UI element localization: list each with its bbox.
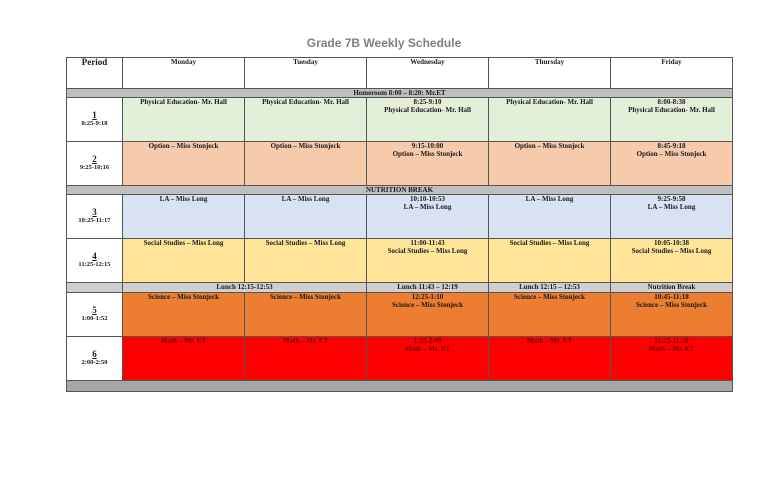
- period-cell: [67, 195, 123, 239]
- period-cell: [67, 142, 123, 186]
- period-row-6: [67, 337, 733, 381]
- schedule-table: [66, 57, 733, 392]
- period-cell: [67, 337, 123, 381]
- class-cell-tuesday: [245, 239, 367, 283]
- period-time: 8:25-9:18: [81, 120, 108, 127]
- class-time: 10:45-11:18: [654, 293, 689, 301]
- period-number: 6: [92, 349, 97, 359]
- class-name: Science – Miss Stonjeck: [270, 293, 341, 301]
- class-name: Science – Miss Stonjeck: [148, 293, 219, 301]
- class-time: 1:15-2:00: [413, 337, 442, 345]
- period-number: 2: [92, 154, 97, 164]
- class-name: LA – Miss Long: [647, 203, 696, 211]
- class-cell-monday: [123, 293, 245, 337]
- class-name: Science – Miss Stonjeck: [392, 301, 463, 309]
- header-monday: Monday: [123, 58, 245, 89]
- class-time: 8:00-8:38: [657, 98, 686, 106]
- period-row-4: [67, 239, 733, 283]
- period-time: 11:25-12:15: [78, 261, 111, 268]
- class-name: Social Studies – Miss Long: [143, 239, 224, 247]
- class-cell-thursday: [489, 337, 611, 381]
- nutrition-break-row: [67, 186, 733, 195]
- class-cell-thursday: [489, 293, 611, 337]
- header-row: [67, 58, 733, 89]
- lunch-period-cell: [67, 283, 123, 293]
- period-row-5: [67, 293, 733, 337]
- class-cell-thursday: [489, 98, 611, 142]
- class-name: Physical Education- Mr. Hall: [384, 106, 471, 114]
- header-period: Period: [67, 58, 123, 89]
- class-cell-friday: [611, 293, 733, 337]
- class-time: 9:25-9:58: [657, 195, 686, 203]
- period-time: 9:25-10:16: [79, 164, 110, 171]
- header-wednesday: Wednesday: [367, 58, 489, 89]
- lunch-mon-tue: Lunch 12:15-12:53: [123, 283, 367, 293]
- class-name: Option – Miss Stonjeck: [514, 142, 585, 150]
- lunch-thursday: Lunch 12:15 – 12:53: [489, 283, 611, 293]
- period-time: 1:00-1:52: [81, 315, 108, 322]
- period-number: 1: [92, 110, 97, 120]
- period-row-3: [67, 195, 733, 239]
- class-cell-friday: [611, 98, 733, 142]
- class-cell-tuesday: [245, 142, 367, 186]
- class-name: Option – Miss Stonjeck: [270, 142, 341, 150]
- class-time: 8:25-9:10: [413, 98, 442, 106]
- lunch-wednesday: Lunch 11:43 – 12:19: [367, 283, 489, 293]
- class-cell-friday: [611, 142, 733, 186]
- class-name: Science – Miss Stonjeck: [636, 301, 707, 309]
- class-cell-monday: [123, 239, 245, 283]
- class-name: Math – Mr. ET: [648, 345, 695, 353]
- homeroom-label: Homeroom 8:00 – 8:20: Mr.ET: [67, 89, 733, 98]
- class-name: LA – Miss Long: [281, 195, 330, 203]
- header-friday: Friday: [611, 58, 733, 89]
- class-cell-monday: [123, 337, 245, 381]
- class-name: LA – Miss Long: [403, 203, 452, 211]
- class-cell-wednesday: [367, 293, 489, 337]
- class-cell-thursday: [489, 195, 611, 239]
- class-name: LA – Miss Long: [525, 195, 574, 203]
- header-tuesday: Tuesday: [245, 58, 367, 89]
- period-time: 10:25-11:17: [78, 217, 111, 224]
- period-number: 3: [92, 207, 97, 217]
- footer-band: [67, 381, 733, 392]
- class-cell-friday: [611, 195, 733, 239]
- class-cell-tuesday: [245, 337, 367, 381]
- class-cell-thursday: [489, 142, 611, 186]
- period-number: 4: [92, 251, 97, 261]
- class-time: 10:10-10:53: [410, 195, 445, 203]
- period-row-1: [67, 98, 733, 142]
- class-name: Social Studies – Miss Long: [387, 247, 468, 255]
- class-cell-friday: [611, 239, 733, 283]
- period-cell: [67, 293, 123, 337]
- homeroom-row: [67, 89, 733, 98]
- period-time: 2:00-2:50: [81, 359, 108, 366]
- class-time: 12:25-1:10: [411, 293, 444, 301]
- class-time: 11:25-11:58: [654, 337, 689, 345]
- class-name: Option – Miss Stonjeck: [636, 150, 707, 158]
- class-cell-friday: [611, 337, 733, 381]
- class-name: Physical Education- Mr. Hall: [628, 106, 715, 114]
- class-name: Social Studies – Miss Long: [265, 239, 346, 247]
- class-cell-tuesday: [245, 98, 367, 142]
- class-time: 8:45-9:18: [657, 142, 686, 150]
- class-name: Physical Education- Mr. Hall: [140, 98, 227, 106]
- class-cell-wednesday: [367, 337, 489, 381]
- class-cell-wednesday: [367, 142, 489, 186]
- period-number: 5: [92, 305, 97, 315]
- class-cell-wednesday: [367, 239, 489, 283]
- page-title: Grade 7B Weekly Schedule: [306, 36, 462, 50]
- class-name: Option – Miss Stonjeck: [148, 142, 219, 150]
- class-name: Math – Mr. ET: [282, 337, 329, 345]
- class-name: Math – Mr. ET: [404, 345, 451, 353]
- class-name: Social Studies – Miss Long: [631, 247, 712, 255]
- class-cell-monday: [123, 98, 245, 142]
- class-cell-wednesday: [367, 195, 489, 239]
- class-name: LA – Miss Long: [159, 195, 208, 203]
- lunch-friday: Nutrition Break: [611, 283, 733, 293]
- class-cell-thursday: [489, 239, 611, 283]
- class-time: 9:15-10:00: [411, 142, 444, 150]
- class-cell-monday: [123, 195, 245, 239]
- class-name: Math – Mr. ET: [526, 337, 573, 345]
- period-cell: [67, 98, 123, 142]
- class-cell-tuesday: [245, 195, 367, 239]
- period-row-2: [67, 142, 733, 186]
- class-name: Option – Miss Stonjeck: [392, 150, 463, 158]
- class-name: Math – Mr. ET: [160, 337, 207, 345]
- period-cell: [67, 239, 123, 283]
- footer-band-cell: [67, 381, 733, 392]
- class-name: Science – Miss Stonjeck: [514, 293, 585, 301]
- lunch-row: [67, 283, 733, 293]
- nutrition-break-label: NUTRITION BREAK: [67, 186, 733, 195]
- class-name: Social Studies – Miss Long: [509, 239, 590, 247]
- class-time: 11:00-11:43: [410, 239, 445, 247]
- class-cell-monday: [123, 142, 245, 186]
- header-thursday: Thursday: [489, 58, 611, 89]
- class-time: 10:05-10:38: [654, 239, 689, 247]
- class-cell-tuesday: [245, 293, 367, 337]
- class-cell-wednesday: [367, 98, 489, 142]
- class-name: Physical Education- Mr. Hall: [506, 98, 593, 106]
- class-name: Physical Education- Mr. Hall: [262, 98, 349, 106]
